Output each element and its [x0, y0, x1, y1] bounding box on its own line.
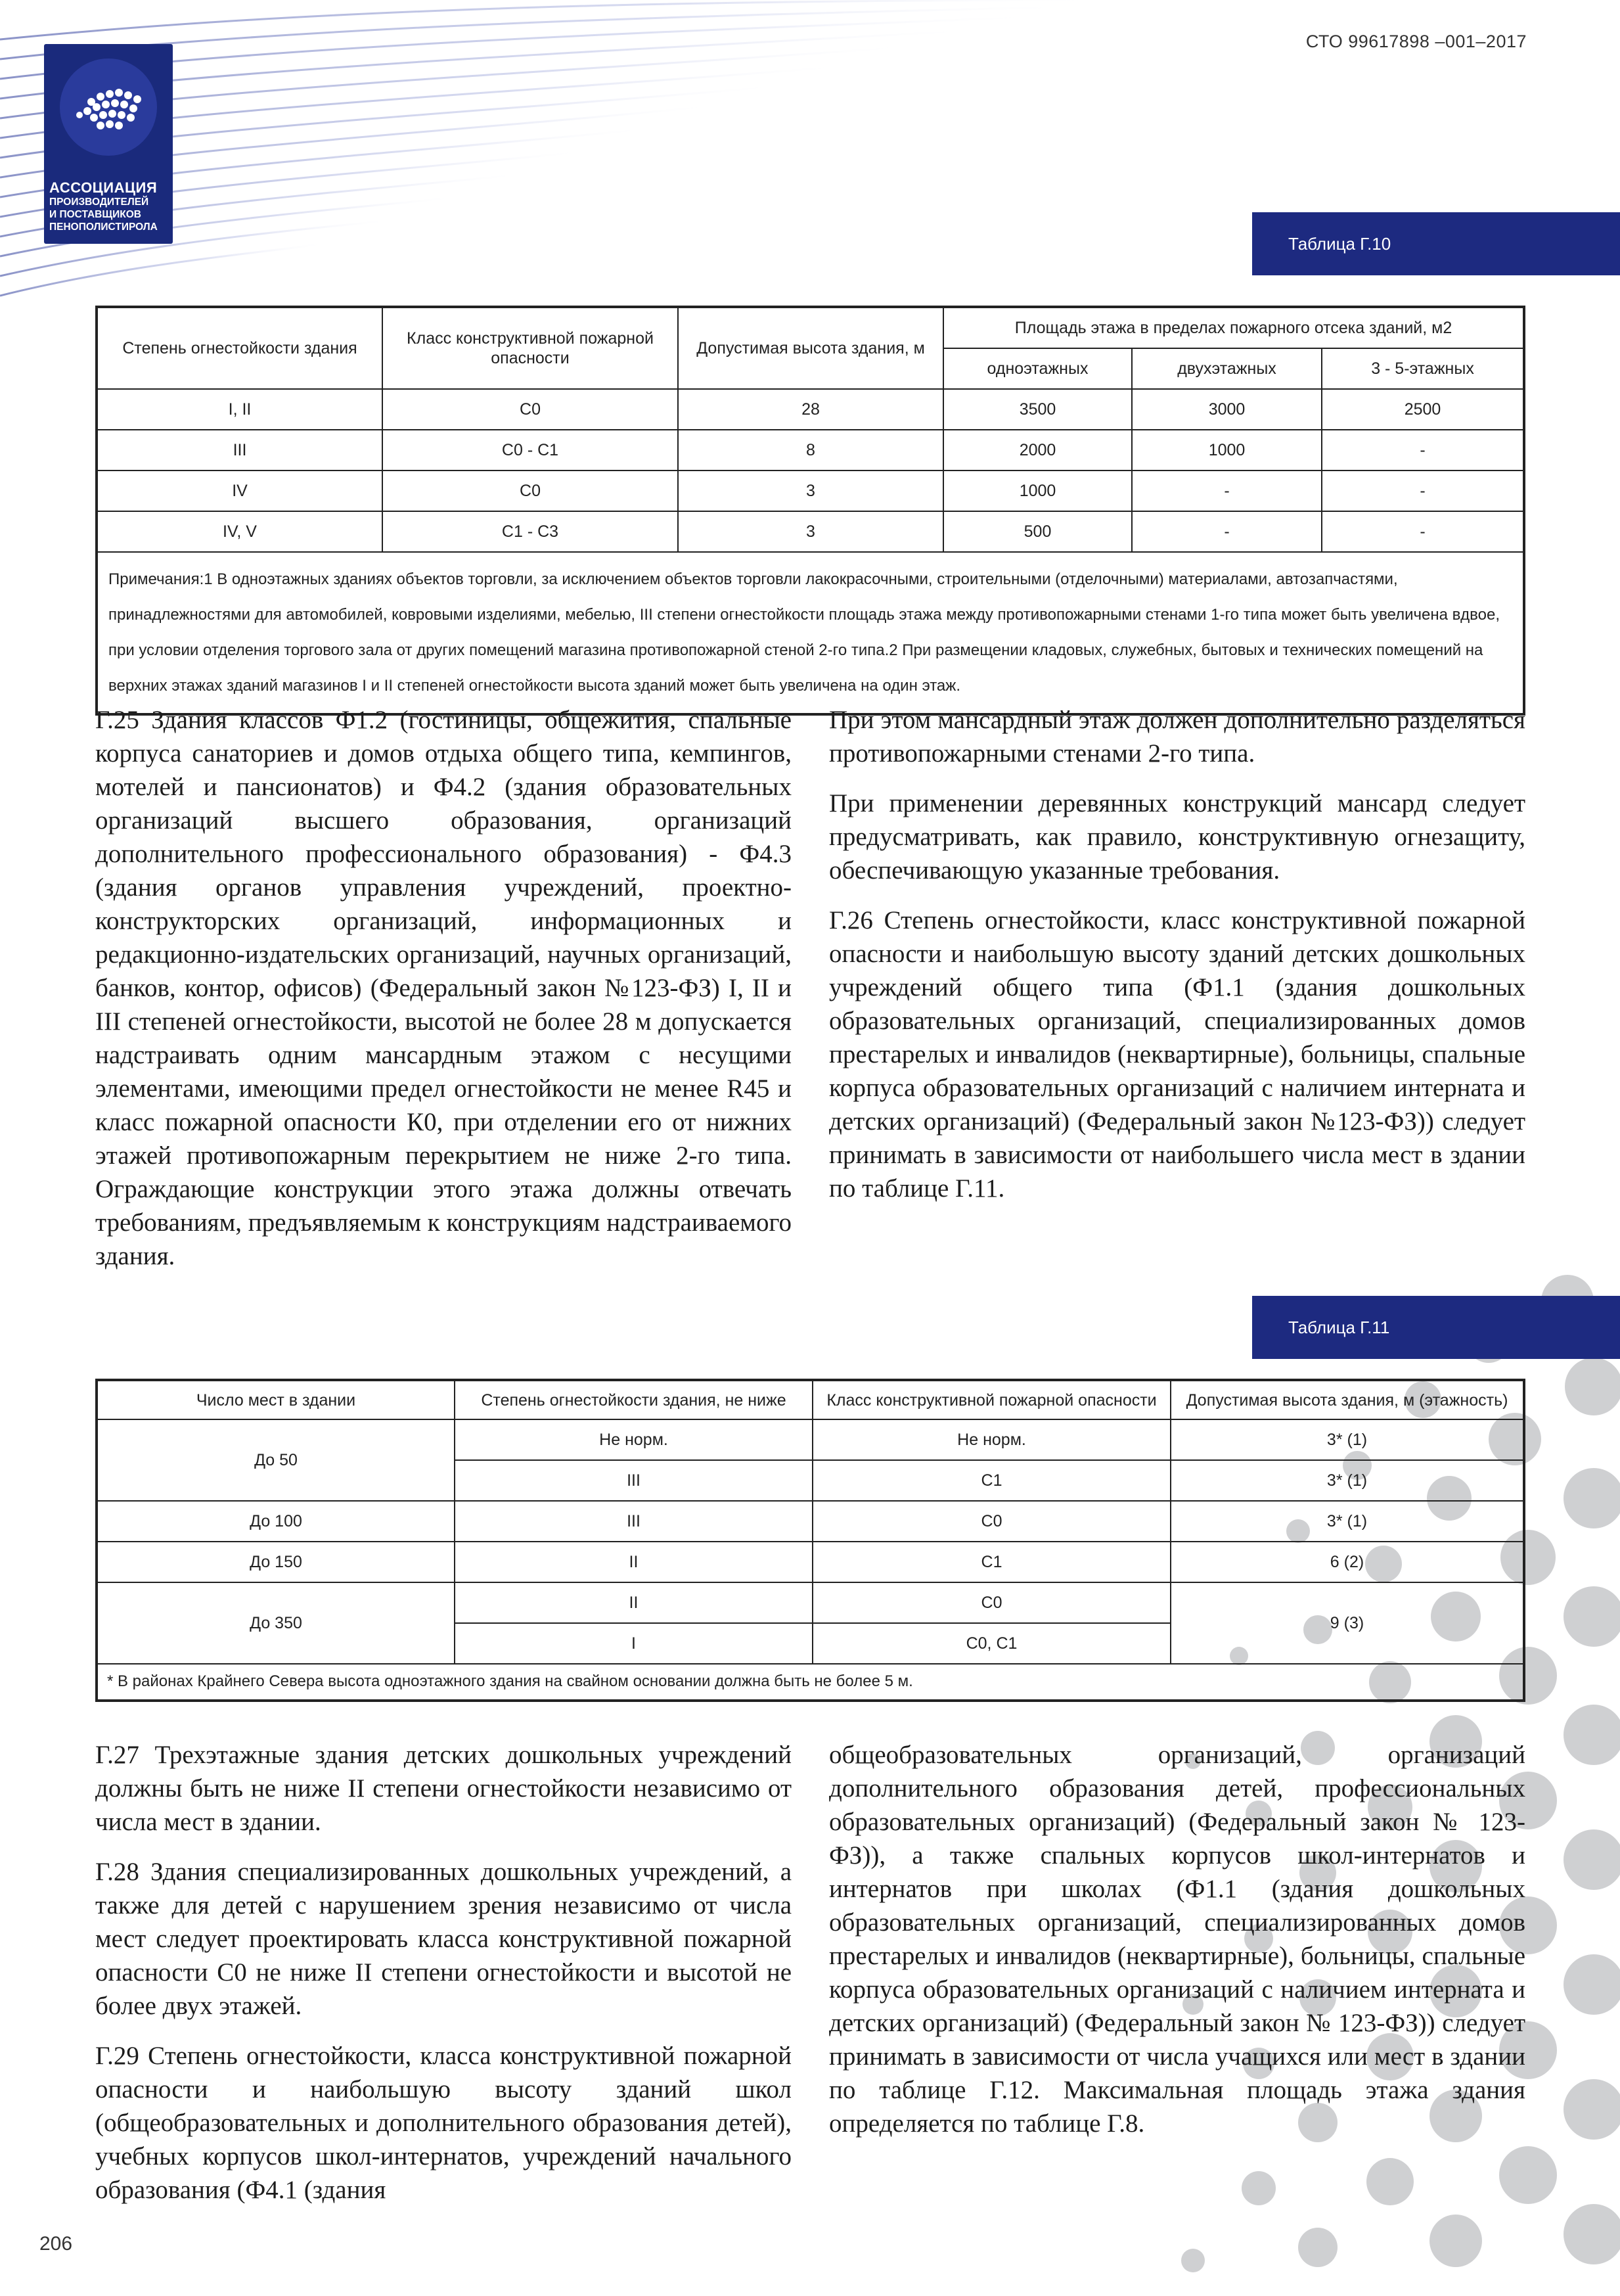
paragraph-g27: Г.27 Трехэтажные здания детских дошкольных учреждений должны быть не ниже II степени огнестойкости независимо от числа мест в здании.: [95, 1741, 792, 1836]
logo-text-line1: АССОЦИАЦИЯ: [49, 179, 158, 196]
cell: 9 (3): [1171, 1582, 1524, 1664]
cell: С0, С1: [813, 1623, 1171, 1664]
logo-text-line2: ПРОИЗВОДИТЕЛЕЙ: [49, 196, 149, 208]
page-number: 206: [39, 2233, 73, 2255]
text-column-left-1: [95, 703, 792, 1273]
cell-group-350: До 350: [97, 1582, 455, 1664]
cell-group-150: До 150: [97, 1542, 455, 1582]
header-area: Площадь этажа в пределах пожарного отсека зданий, м2: [943, 307, 1524, 348]
paragraph-g25: Г.25 Здания классов Ф1.2 (гостиницы, общежития, спальные корпуса санаториев и домов отдыха общего типа, кемпингов, мотелей и пансионатов) и Ф4.2 (здания образовательных организаций высшего образования, организаций дополнительного профессионального образования) - Ф4.3 (здания органов управления учреждений, проектно-конструкторских организаций, информационных и редакционно-издательских организаций, научных организаций, банков, контор, офисов) (Федеральный закон №123-ФЗ) I, II и III степеней огнестойкости, высотой не более 28 м допускается надстраивать одним мансардным этажом с несущими элементами, имеющими предел огнестойкости не менее R45 и класс пожарной опасности К0, при отделении его от нижних этажей противопожарным перекрытием не ниже 2-го типа. Ограждающие конструкции этого этажа должны отвечать требованиям, предъявляемым к конструкциям надстраиваемого здания.: [95, 706, 792, 1270]
cell: 1000: [943, 471, 1132, 511]
table-row: [97, 430, 1524, 471]
cell: IV: [97, 471, 382, 511]
paragraph-wooden: При применении деревянных конструкций мансард следует предусматривать, как правило, конструктивную огнезащиту, обеспечивающую указанные требования.: [829, 789, 1525, 884]
text-column-right-1: [829, 703, 1525, 1205]
header-degree: Степень огнестойкости здания, не ниже: [455, 1380, 813, 1419]
cell: -: [1322, 430, 1524, 471]
globe-icon: [57, 56, 160, 158]
cell: С0: [813, 1501, 1171, 1542]
table-g10-notes: Примечания:1 В одноэтажных зданиях объектов торговли, за исключением объектов торговли лакокрасочными, строительными (отделочными) материалами, автозапчастями, принадлежностями для автомобилей, ковровыми изделиями, мебелью, III степени огнестойкости площадь этажа между противопожарными стенами 1-го типа может быть увеличена вдвое, при условии отделения торгового зала от других помещений магазина противопожарной стеной 2-го типа.2 При размещении кладовых, служебных, бытовых и технических помещений на верхних этажах зданий магазинов I и II степеней огнестойкости высота зданий может быть увеличена на один этаж.: [97, 552, 1524, 714]
header-height: Допустимая высота здания, м (этажность): [1171, 1380, 1524, 1419]
cell: -: [1132, 511, 1322, 552]
cell: С0: [382, 389, 678, 430]
cell: 2000: [943, 430, 1132, 471]
table-row: [97, 1542, 1524, 1582]
table-row: [97, 471, 1524, 511]
cell-group-50: До 50: [97, 1419, 455, 1501]
cell: 3000: [1132, 389, 1322, 430]
table-row: [97, 1501, 1524, 1542]
table-g11-label: Таблица Г.11: [1252, 1296, 1620, 1359]
table-g10-label: Таблица Г.10: [1252, 212, 1620, 275]
header-one-storey: одноэтажных: [943, 348, 1132, 389]
paragraph-mansard: При этом мансардный этаж должен дополнительно разделяться противопожарными стенами 2-го типа.: [829, 706, 1525, 768]
cell: I, II: [97, 389, 382, 430]
cell-group-100: До 100: [97, 1501, 455, 1542]
cell: 3* (1): [1171, 1460, 1524, 1501]
header-class: Класс конструктивной пожарной опасности: [382, 307, 678, 389]
header-degree: Степень огнестойкости здания: [97, 307, 382, 389]
cell: IV, V: [97, 511, 382, 552]
cell: III: [455, 1501, 813, 1542]
cell: С0: [382, 471, 678, 511]
logo-text-line3: И ПОСТАВЩИКОВ: [49, 209, 141, 220]
cell: 8: [678, 430, 943, 471]
cell: I: [455, 1623, 813, 1664]
header-three-five-storey: 3 - 5-этажных: [1322, 348, 1524, 389]
cell: 3: [678, 471, 943, 511]
cell: 3* (1): [1171, 1501, 1524, 1542]
cell: 3* (1): [1171, 1419, 1524, 1460]
cell: -: [1132, 471, 1322, 511]
cell: 2500: [1322, 389, 1524, 430]
cell: -: [1322, 471, 1524, 511]
cell: II: [455, 1582, 813, 1623]
cell: II: [455, 1542, 813, 1582]
paragraph-g26: Г.26 Степень огнестойкости, класс конструктивной пожарной опасности и наибольшую высоту зданий детских дошкольных учреждений общего типа (Ф1.1 (здания дошкольных образовательных организаций, специализированных домов престарелых и инвалидов (неквартирные), больницы, спальные корпуса образовательных организаций с наличием интерната и детских организаций) (Федеральный закон №123-ФЗ)) следует принимать в зависимости от наибольшего числа мест в здании по таблице Г.11.: [829, 906, 1525, 1203]
paragraph-g29: Г.29 Степень огнестойкости, класса конструктивной пожарной опасности и наибольшую высоту зданий школ (общеобразовательных и дополнительного образования детей), учебных корпусов школ-интернатов, учреждений начального образования (Ф4.1 (здания: [95, 2042, 792, 2204]
cell: 3500: [943, 389, 1132, 430]
cell: 28: [678, 389, 943, 430]
table-header-row: [97, 1380, 1524, 1419]
paragraph-g29-continued: общеобразовательных организаций, организаций дополнительного образования детей, профессиональных образовательных организаций) (Федеральный закон № 123-ФЗ)), а также спальных корпусов школ-интернатов и интернатов при школах (Ф1.1 (здания дошкольных образовательных организаций, специализированных домов престарелых и инвалидов (неквартирные), больницы, спальные корпуса образовательных организаций с наличием интерната и детских организаций) (Федеральный закон № 123-ФЗ)) следует принимать в зависимости от числа учащихся или мест в здании по таблице Г.12. Максимальная площадь этажа здания определяется по таблице Г.8.: [829, 1741, 1525, 2138]
table-header-row: [97, 307, 1524, 348]
cell: С0 - С1: [382, 430, 678, 471]
cell: Не норм.: [813, 1419, 1171, 1460]
cell: -: [1322, 511, 1524, 552]
text-column-left-2: [95, 1738, 792, 2207]
table-row: [97, 389, 1524, 430]
header-height: Допустимая высота здания, м: [678, 307, 943, 389]
table-row: [97, 1419, 1524, 1460]
table-g11-note: * В районах Крайнего Севера высота одноэтажного здания на свайном основании должна быть не более 5 м.: [97, 1664, 1524, 1701]
header-places: Число мест в здании: [97, 1380, 455, 1419]
header-class: Класс конструктивной пожарной опасности: [813, 1380, 1171, 1419]
cell: С0: [813, 1582, 1171, 1623]
cell: 1000: [1132, 430, 1322, 471]
table-g10: [95, 306, 1525, 716]
table-notes-row: [97, 1664, 1524, 1701]
table-row: [97, 511, 1524, 552]
text-column-right-2: [829, 1738, 1525, 2140]
cell: С1: [813, 1460, 1171, 1501]
header-two-storey: двухэтажных: [1132, 348, 1322, 389]
cell: 500: [943, 511, 1132, 552]
document-code: СТО 99617898 –001–2017: [1305, 32, 1527, 51]
cell: 6 (2): [1171, 1542, 1524, 1582]
cell: Не норм.: [455, 1419, 813, 1460]
table-notes-row: [97, 552, 1524, 714]
cell: III: [97, 430, 382, 471]
logo-text-line4: ПЕНОПОЛИСТИРОЛА: [49, 221, 158, 233]
table-row: [97, 1582, 1524, 1623]
paragraph-g28: Г.28 Здания специализированных дошкольных учреждений, а также для детей с нарушением зрения независимо от числа мест следует проектировать класса конструктивной пожарной опасности С0 не ниже II степени огнестойкости и высотой не более двух этажей.: [95, 1858, 792, 2020]
cell: 3: [678, 511, 943, 552]
cell: III: [455, 1460, 813, 1501]
cell: С1 - С3: [382, 511, 678, 552]
table-g11: [95, 1379, 1525, 1702]
association-logo: [44, 44, 173, 244]
cell: С1: [813, 1542, 1171, 1582]
